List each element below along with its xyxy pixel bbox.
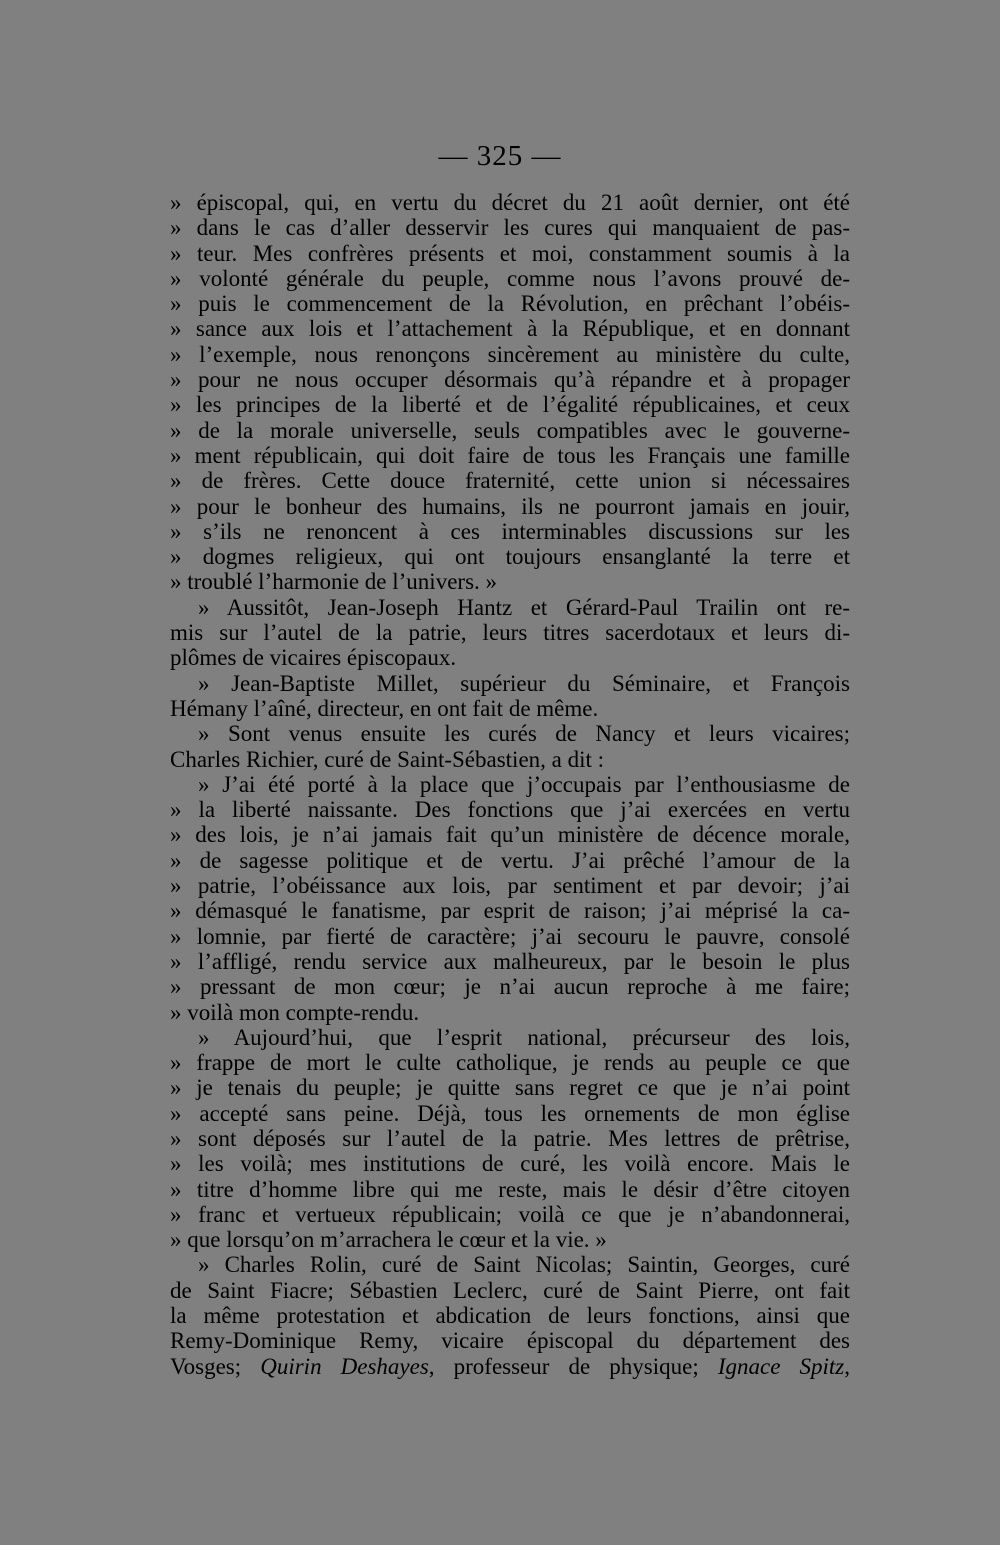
- text-line: » J’ai été porté à la place que j’occupais par l’enthousiasme de: [198, 771, 850, 797]
- text-line: » dans le cas d’aller desservir les cures qui manquaient de pas-: [170, 215, 850, 241]
- text-line: » épiscopal, qui, en vertu du décret du 21 août dernier, ont été: [170, 190, 850, 215]
- text-line: » de la morale universelle, seuls compatibles avec le gouverne-: [170, 417, 850, 443]
- text-line: Hémany l’aîné, directeur, en ont fait de même.: [170, 695, 599, 721]
- text-line: » les voilà; mes institutions de curé, les voilà encore. Mais le: [170, 1151, 850, 1177]
- text-line: » dogmes religieux, qui ont toujours ensanglanté la terre et: [170, 544, 850, 570]
- text-line: » Jean-Baptiste Millet, supérieur du Séminaire, et François: [198, 670, 850, 696]
- text-segment: Vosges;: [170, 1353, 261, 1379]
- italic-name: Ignace Spitz: [717, 1353, 845, 1379]
- text-line: » la liberté naissante. Des fonctions que j’ai exercées en vertu: [170, 797, 850, 823]
- text-line: » pressant de mon cœur; je n’ai aucun reproche à me faire;: [170, 974, 850, 1000]
- text-line: » Aussitôt, Jean-Joseph Hantz et Gérard-Paul Trailin ont re-: [198, 594, 850, 620]
- text-line: » s’ils ne renoncent à ces interminables discussions sur les: [170, 518, 850, 544]
- text-line: » lomnie, par fierté de caractère; j’ai secouru le pauvre, consolé: [170, 923, 850, 949]
- text-line: » Aujourd’hui, que l’esprit national, précurseur des lois,: [198, 1024, 850, 1050]
- text-line: » pour ne nous occuper désormais qu’à répandre et à propager: [170, 367, 850, 393]
- text-line: » voilà mon compte-rendu.: [170, 999, 420, 1025]
- text-line: » accepté sans peine. Déjà, tous les ornements de mon église: [170, 1100, 850, 1126]
- text-line: » frappe de mort le culte catholique, je rends au peuple ce que: [170, 1050, 850, 1076]
- text-line: » l’exemple, nous renonçons sincèrement au ministère du culte,: [170, 341, 850, 367]
- text-line: » franc et vertueux républicain; voilà ce que je n’abandonnerai,: [170, 1201, 850, 1227]
- italic-name: Quirin Deshayes: [260, 1353, 429, 1379]
- text-line: mis sur l’autel de la patrie, leurs titres sacerdotaux et leurs di-: [170, 620, 850, 646]
- text-line: » volonté générale du peuple, comme nous l’avons prouvé de-: [170, 265, 850, 291]
- text-line: » troublé l’harmonie de l’univers. »: [170, 569, 498, 595]
- text-line: plômes de vicaires épiscopaux.: [170, 645, 457, 671]
- text-line: » teur. Mes confrères présents et moi, constamment soumis à la: [170, 240, 850, 266]
- text-line: » pour le bonheur des humains, ils ne pourront jamais en jouir,: [170, 493, 850, 519]
- text-line: » Sont venus ensuite les curés de Nancy et leurs vicaires;: [198, 721, 850, 747]
- text-line: » de sagesse politique et de vertu. J’ai prêché l’amour de la: [170, 847, 850, 873]
- page-number: — 325 —: [438, 140, 562, 172]
- text-line: » démasqué le fanatisme, par esprit de raison; j’ai méprisé la ca-: [170, 898, 850, 924]
- text-line: de Saint Fiacre; Sébastien Leclerc, curé de Saint Pierre, ont fait: [170, 1277, 850, 1303]
- text-line: la même protestation et abdication de leurs fonctions, ainsi que: [170, 1303, 850, 1329]
- text-segment: ,: [844, 1353, 850, 1379]
- text-line: » Charles Rolin, curé de Saint Nicolas; Saintin, Georges, curé: [198, 1252, 850, 1278]
- text-line: Charles Richier, curé de Saint-Sébastien, a dit :: [170, 746, 605, 772]
- text-line: » de frères. Cette douce fraternité, cette union si nécessaires: [170, 468, 850, 494]
- text-segment: , professeur de physique;: [428, 1353, 718, 1379]
- text-line: » titre d’homme libre qui me reste, mais le désir d’être citoyen: [170, 1176, 850, 1202]
- text-line: » patrie, l’obéissance aux lois, par sentiment et par devoir; j’ai: [170, 873, 850, 899]
- text-line: » sance aux lois et l’attachement à la République, et en donnant: [170, 316, 850, 342]
- text-line: » puis le commencement de la Révolution, en prêchant l’obéis-: [170, 291, 850, 317]
- text-line: » sont déposés sur l’autel de la patrie. Mes lettres de prêtrise,: [170, 1125, 850, 1151]
- text-line: » les principes de la liberté et de l’égalité républicaines, et ceux: [170, 392, 850, 418]
- text-line: » je tenais du peuple; je quitte sans regret ce que je n’ai point: [170, 1075, 850, 1101]
- text-line: Remy-Dominique Remy, vicaire épiscopal du département des: [170, 1328, 850, 1354]
- body-text: [170, 190, 850, 1379]
- text-line: » que lorsqu’on m’arrachera le cœur et la vie. »: [170, 1227, 607, 1253]
- text-line: » ment républicain, qui doit faire de tous les Français une famille: [170, 442, 850, 468]
- text-line-final: [170, 1354, 850, 1379]
- text-line: » des lois, je n’ai jamais fait qu’un ministère de décence morale,: [170, 822, 850, 848]
- text-line: » l’affligé, rendu service aux malheureux, par le besoin le plus: [170, 948, 850, 974]
